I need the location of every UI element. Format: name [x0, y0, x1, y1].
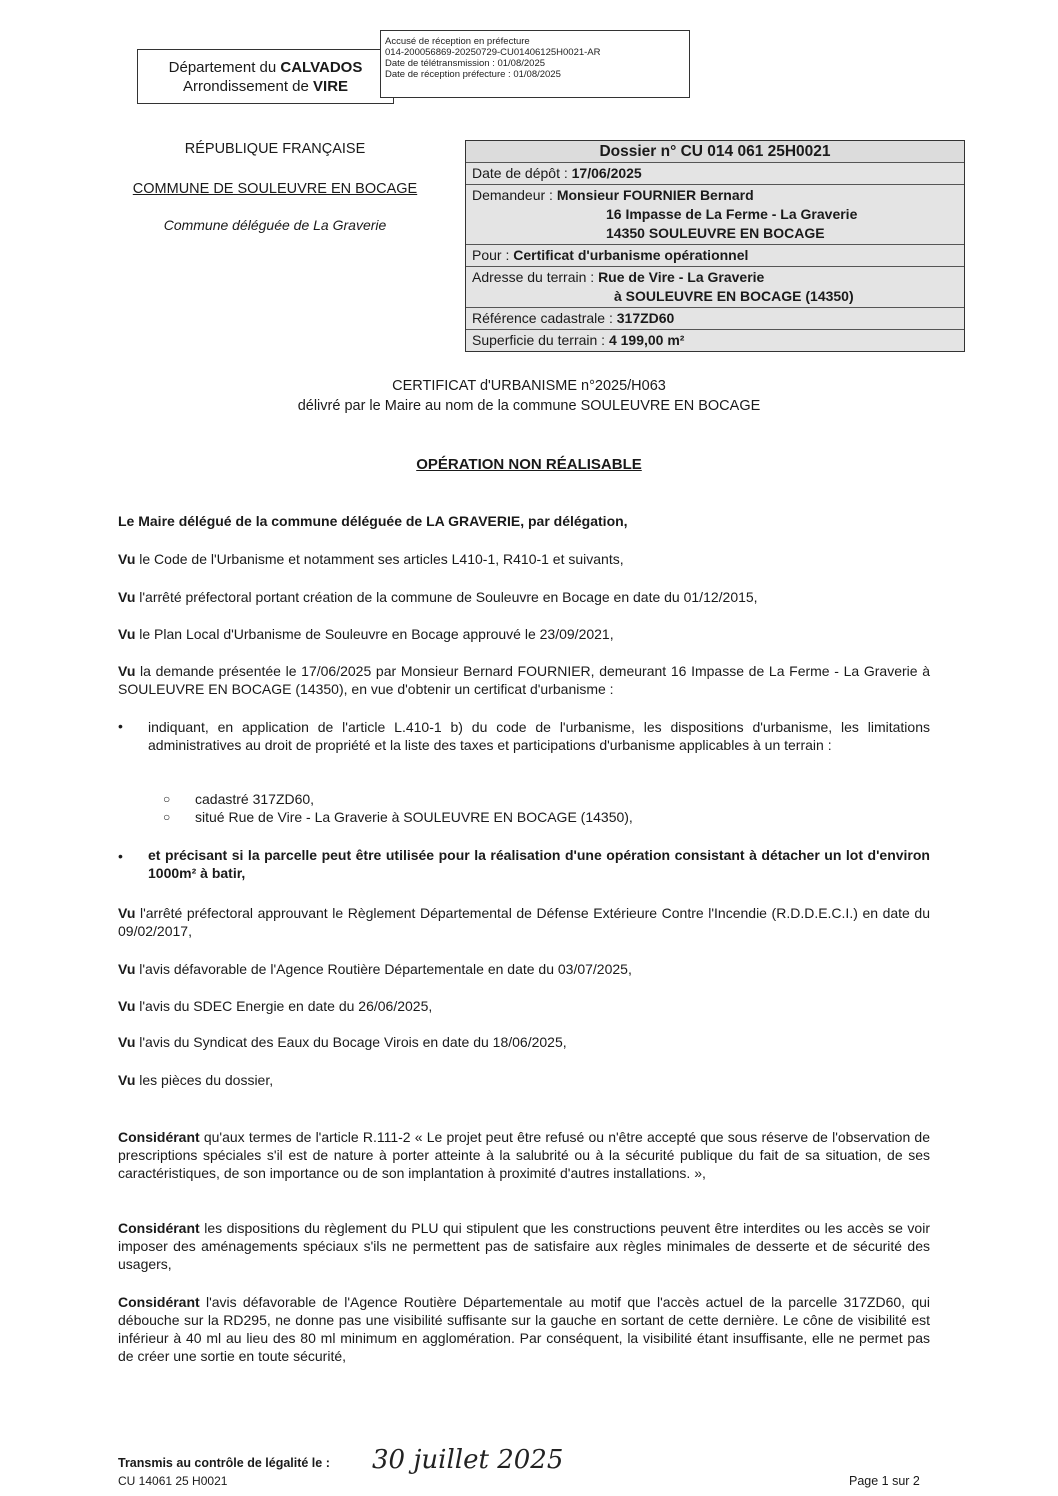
receipt-line: Accusé de réception en préfecture	[385, 36, 530, 47]
deleguee-name: La Graverie	[313, 217, 387, 233]
pour-value: Certificat d'urbanisme opérationnel	[513, 247, 749, 263]
dossier-title: Dossier n° CU 014 061 25H0021	[466, 141, 964, 162]
dossier-superficie	[466, 329, 964, 351]
vu-text: les pièces du dossier,	[135, 1072, 274, 1088]
vu-paragraph	[118, 904, 930, 940]
demandeur-address-2: 14350 SOULEUVRE EN BOCAGE	[606, 225, 825, 241]
commune-deleguee	[110, 217, 440, 233]
bullet-item: indiquant, en application de l'article L.410-1 b) du code de l'urbanisme, les dispositions d'urbanisme, les limitations administratives au droit de propriété et la liste des taxes et participations d'urbanisme applicables à un terrain :	[148, 719, 930, 753]
superficie-value: 4 199,00 m²	[608, 332, 685, 348]
vu-keyword: Vu	[118, 1034, 136, 1050]
certificate-title: CERTIFICAT d'URBANISME n°2025/H063	[392, 378, 666, 394]
vu-text: l'avis du SDEC Energie en date du 26/06/2025,	[135, 998, 433, 1014]
vu-keyword: Vu	[118, 905, 136, 921]
considerant-paragraph	[118, 1219, 930, 1273]
vu-text: l'avis défavorable de l'Agence Routière Départementale en date du 03/07/2025,	[135, 961, 632, 977]
demandeur-name: Monsieur FOURNIER Bernard	[556, 187, 754, 203]
department-line	[138, 58, 393, 77]
depot-value: 17/06/2025	[571, 165, 642, 181]
dossier-pour	[466, 244, 964, 266]
vu-text: le Plan Local d'Urbanisme de Souleuvre en Bocage approuvé le 23/09/2021,	[135, 626, 614, 642]
vu-keyword: Vu	[118, 663, 136, 679]
cadastre-label: Référence cadastrale :	[472, 310, 617, 326]
sub-bullet-circle: ○	[163, 810, 171, 824]
considerant-keyword: Considérant	[118, 1220, 200, 1236]
vu-keyword: Vu	[118, 626, 136, 642]
page-number: Page 1 sur 2	[849, 1474, 920, 1488]
bullet-item: et précisant si la parcelle peut être utilisée pour la réalisation d'une opération consistant à détacher un lot d'environ 1000m² à batir,	[148, 847, 930, 881]
vu-text: l'arrêté préfectoral approuvant le Règlement Départemental de Défense Extérieure Contre l'Incendie (R.D.D.E.C.I.) en date du 09/02/2017,	[118, 905, 930, 939]
vu-paragraph	[118, 1071, 930, 1089]
vu-keyword: Vu	[118, 589, 136, 605]
depot-label: Date de dépôt :	[472, 165, 572, 181]
receipt-line: Date de télétransmission : 01/08/2025	[385, 58, 546, 69]
vu-text: la demande présentée le 17/06/2025 par Monsieur Bernard FOURNIER, demeurant 16 Impasse de La Ferme - La Graverie à SOULEUVRE EN BOCAGE (14350), en vue d'obtenir un certificat d'urbanisme :	[118, 663, 930, 697]
considerant-text: les dispositions du règlement du PLU qui stipulent que les constructions peuvent être interdites ou les accès se voir imposer des aménagements spéciaux s'ils ne permettent pas de satisfaire aux règles minimales de desserte et de sécurité des usagers,	[118, 1220, 930, 1272]
vu-paragraph	[118, 960, 930, 978]
republique-heading: RÉPUBLIQUE FRANÇAISE	[184, 141, 366, 157]
department-box	[137, 49, 394, 104]
adresse-label: Adresse du terrain :	[472, 269, 599, 285]
receipt-line: Date de réception préfecture : 01/08/2025	[385, 69, 561, 80]
vu-paragraph	[118, 588, 930, 606]
commune-heading: COMMUNE DE SOULEUVRE EN BOCAGE	[132, 181, 418, 197]
demandeur-label: Demandeur :	[472, 187, 557, 203]
dossier-box	[465, 140, 965, 352]
certificate-subtitle: délivré par le Maire au nom de la commune SOULEUVRE EN BOCAGE	[297, 398, 761, 414]
dept-name: CALVADOS	[280, 59, 363, 76]
prefecture-receipt-stamp	[380, 30, 690, 98]
superficie-label: Superficie du terrain :	[472, 332, 609, 348]
adresse-value-2: à SOULEUVRE EN BOCAGE (14350)	[614, 288, 854, 304]
bullet-dot: •	[118, 718, 123, 734]
receipt-line: 014-200056869-20250729-CU01406125H0021-AR	[385, 47, 601, 58]
handwritten-date	[370, 1438, 570, 1478]
adresse-value-1: Rue de Vire - La Graverie	[598, 269, 765, 285]
pour-label: Pour :	[472, 247, 514, 263]
vu-paragraph	[118, 625, 930, 643]
bullet-dot: •	[118, 848, 123, 864]
dossier-adresse	[466, 266, 964, 307]
sub-bullet-item: situé Rue de Vire - La Graverie à SOULEUVRE EN BOCAGE (14350),	[195, 809, 633, 825]
arr-prefix: Arrondissement de	[182, 78, 314, 95]
vu-paragraph	[118, 1033, 930, 1051]
vu-text: l'arrêté préfectoral portant création de la commune de Souleuvre en Bocage en date du 01/12/2015,	[135, 589, 758, 605]
vu-keyword: Vu	[118, 998, 136, 1014]
vu-paragraph	[118, 550, 930, 568]
demandeur-address-1: 16 Impasse de La Ferme - La Graverie	[606, 206, 858, 222]
deleguee-prefix: Commune déléguée de	[163, 217, 314, 233]
vu-paragraph	[118, 997, 930, 1015]
considerant-paragraph	[118, 1293, 930, 1365]
arrondissement-line	[138, 77, 393, 96]
transmis-label: Transmis au contrôle de légalité le :	[118, 1456, 330, 1470]
dept-prefix: Département du	[168, 59, 281, 76]
cadastre-value: 317ZD60	[616, 310, 675, 326]
considerant-keyword: Considérant	[118, 1129, 200, 1145]
considerant-keyword: Considérant	[118, 1294, 200, 1310]
handwritten-date-text: 30 juillet 2025	[372, 1445, 564, 1475]
considerant-paragraph	[118, 1128, 930, 1182]
operation-status: OPÉRATION NON RÉALISABLE	[416, 456, 642, 473]
arr-name: VIRE	[313, 78, 349, 95]
considerant-text: qu'aux termes de l'article R.111-2 « Le projet peut être refusé ou n'être accepté que sous réserve de l'observation de prescriptions spéciales s'il est de nature à porter atteinte à la salubrité ou à la sécurité publique du fait de sa situation, de ses caractéristiques, de son importance ou de son implantation à proximité d'autres installations. »,	[118, 1129, 930, 1181]
vu-keyword: Vu	[118, 1072, 136, 1088]
sub-bullet-item: cadastré 317ZD60,	[195, 791, 315, 807]
vu-keyword: Vu	[118, 551, 136, 567]
sub-bullet-circle: ○	[163, 792, 171, 806]
maire-line: Le Maire délégué de la commune déléguée de LA GRAVERIE, par délégation,	[118, 513, 628, 529]
reference-number: CU 14061 25 H0021	[118, 1474, 228, 1488]
dossier-cadastre	[466, 307, 964, 329]
dossier-demandeur	[466, 184, 964, 244]
vu-text: le Code de l'Urbanisme et notamment ses articles L410-1, R410-1 et suivants,	[135, 551, 624, 567]
considerant-text: l'avis défavorable de l'Agence Routière Départementale au motif que l'accès actuel de la parcelle 317ZD60, qui débouche sur la RD295, ne donne pas une visibilité suffisante sur la gauche en sortant de cette dernière. Le cône de visibilité est inférieur à 40 ml au lieu des 80 ml minimum en agglomération. Par conséquent, la visibilité étant insuffisante, elle ne permet pas de créer une sortie en toute sécurité,	[118, 1294, 930, 1364]
dossier-depot	[466, 162, 964, 184]
vu-text: l'avis du Syndicat des Eaux du Bocage Virois en date du 18/06/2025,	[135, 1034, 567, 1050]
vu-keyword: Vu	[118, 961, 136, 977]
vu-paragraph	[118, 662, 930, 698]
